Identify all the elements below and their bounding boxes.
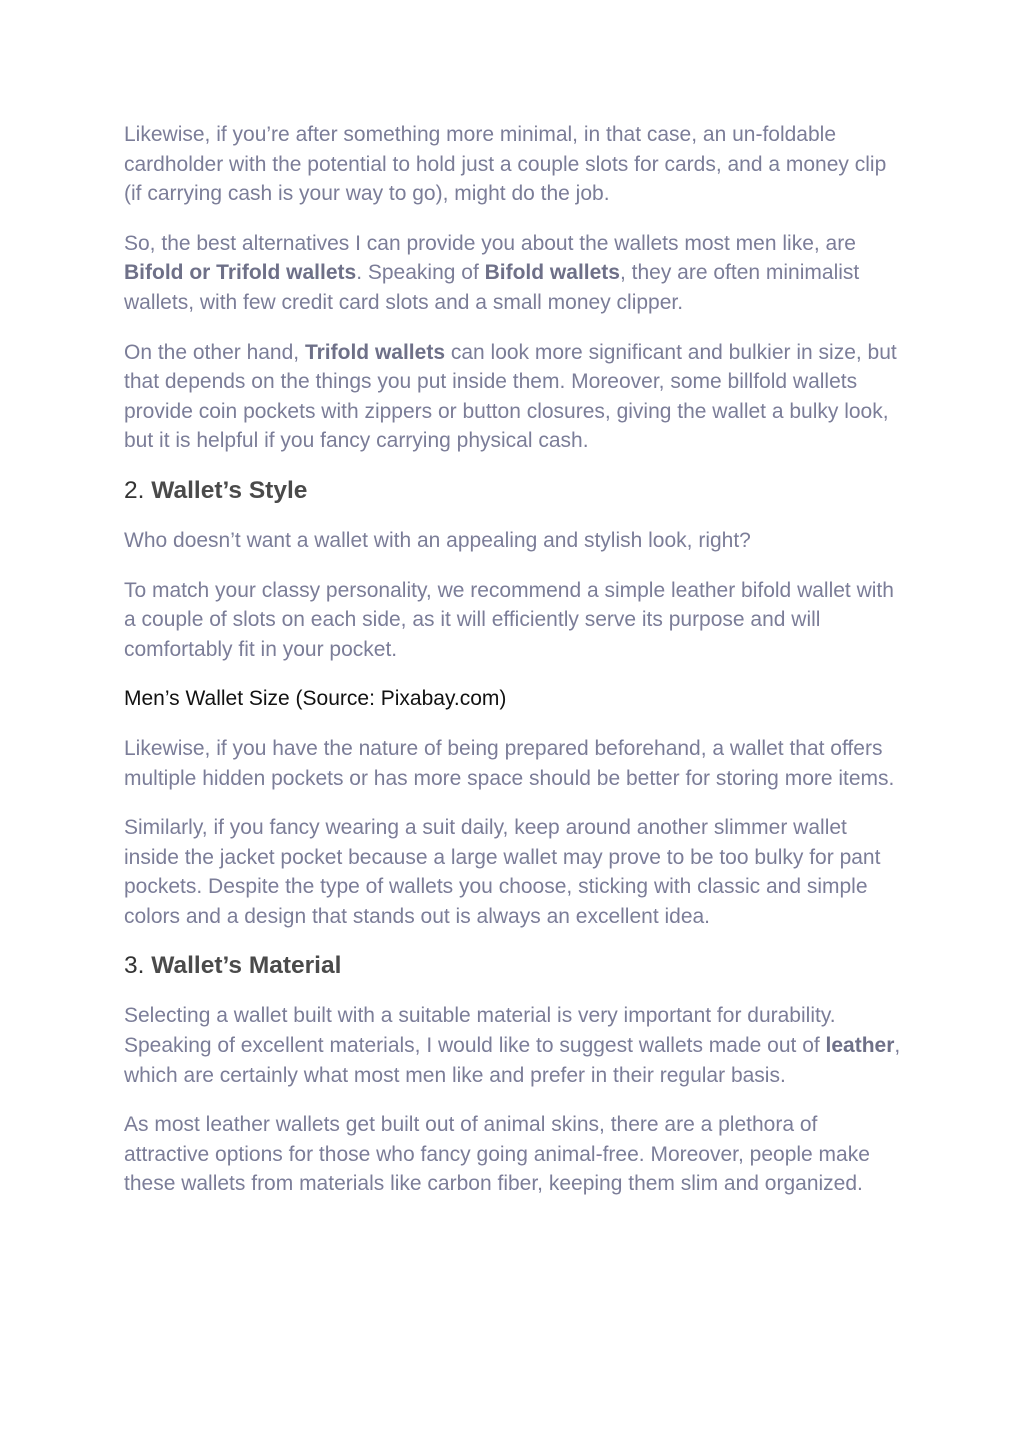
text-run: So, the best alternatives I can provide you about the wallets most men like, are — [124, 231, 856, 255]
paragraph-classy-personality: To match your classy personality, we recommend a simple leather bifold wallet with a couple of slots on each side, as it will efficiently serve its purpose and will comfortably fit in your pocket. — [124, 578, 894, 661]
paragraph-leather — [124, 1001, 904, 1090]
heading-number: 3. — [124, 952, 152, 980]
document-page — [124, 120, 904, 1219]
paragraph-animal-free: As most leather wallets get built out of animal skins, there are a plethora of attractive options for those who fancy going animal-free. Moreover, people make these wallets from materials like carbon fiber, keeping them slim and organized. — [124, 1113, 870, 1196]
image-caption: Men’s Wallet Size (Source: Pixabay.com) — [124, 687, 507, 711]
paragraph-trifold — [124, 338, 904, 456]
text-run: On the other hand, — [124, 340, 305, 364]
bold-text-trifold-wallets: Trifold wallets — [304, 340, 445, 364]
paragraph-appealing-look: Who doesn’t want a wallet with an appealing and stylish look, right? — [124, 528, 751, 552]
heading-title: Wallet’s Material — [151, 952, 342, 980]
bold-text-bifold-or-trifold: Bifold or Trifold wallets — [124, 261, 357, 285]
paragraph-prepared: Likewise, if you have the nature of being prepared beforehand, a wallet that offers multiple hidden pockets or has more space should be better for storing more items. — [124, 736, 895, 790]
paragraph-bifold-trifold — [124, 229, 904, 318]
text-run: , they are often minimalist wallets, with few credit card slots and a small money clipper. — [124, 261, 860, 314]
text-run: . Speaking of — [356, 261, 485, 285]
text-run: , which are certainly what most men like and prefer in their regular basis. — [124, 1034, 901, 1087]
heading-title: Wallet’s Style — [151, 476, 308, 504]
text-run: Selecting a wallet built with a suitable material is very important for durability. Speaking of excellent materials, I would like to suggest wallets made out of — [124, 1004, 836, 1058]
heading-wallets-style — [124, 476, 904, 506]
heading-wallets-material — [124, 951, 904, 981]
text-run: can look more significant and bulkier in size, but that depends on the things you put inside them. Moreover, some billfold wallets provide coin pockets with zippers or button closures, giving the wallet a bulky look, but it is helpful if you fancy carrying physical cash. — [124, 340, 897, 453]
bold-text-bifold-wallets: Bifold wallets — [484, 261, 620, 285]
paragraph-minimal-cardholder: Likewise, if you’re after something more minimal, in that case, an un-foldable cardholder with the potential to hold just a couple slots for cards, and a money clip (if carrying cash is your way to go), might do the job. — [124, 123, 887, 206]
heading-number: 2. — [124, 476, 152, 504]
bold-text-leather: leather — [825, 1034, 895, 1058]
paragraph-suit: Similarly, if you fancy wearing a suit daily, keep around another slimmer wallet inside the jacket pocket because a large wallet may prove to be too bulky for pant pockets. Despite the type of wallets you choose, sticking with classic and simple colors and a design that stands out is always an excellent idea. — [124, 816, 881, 928]
